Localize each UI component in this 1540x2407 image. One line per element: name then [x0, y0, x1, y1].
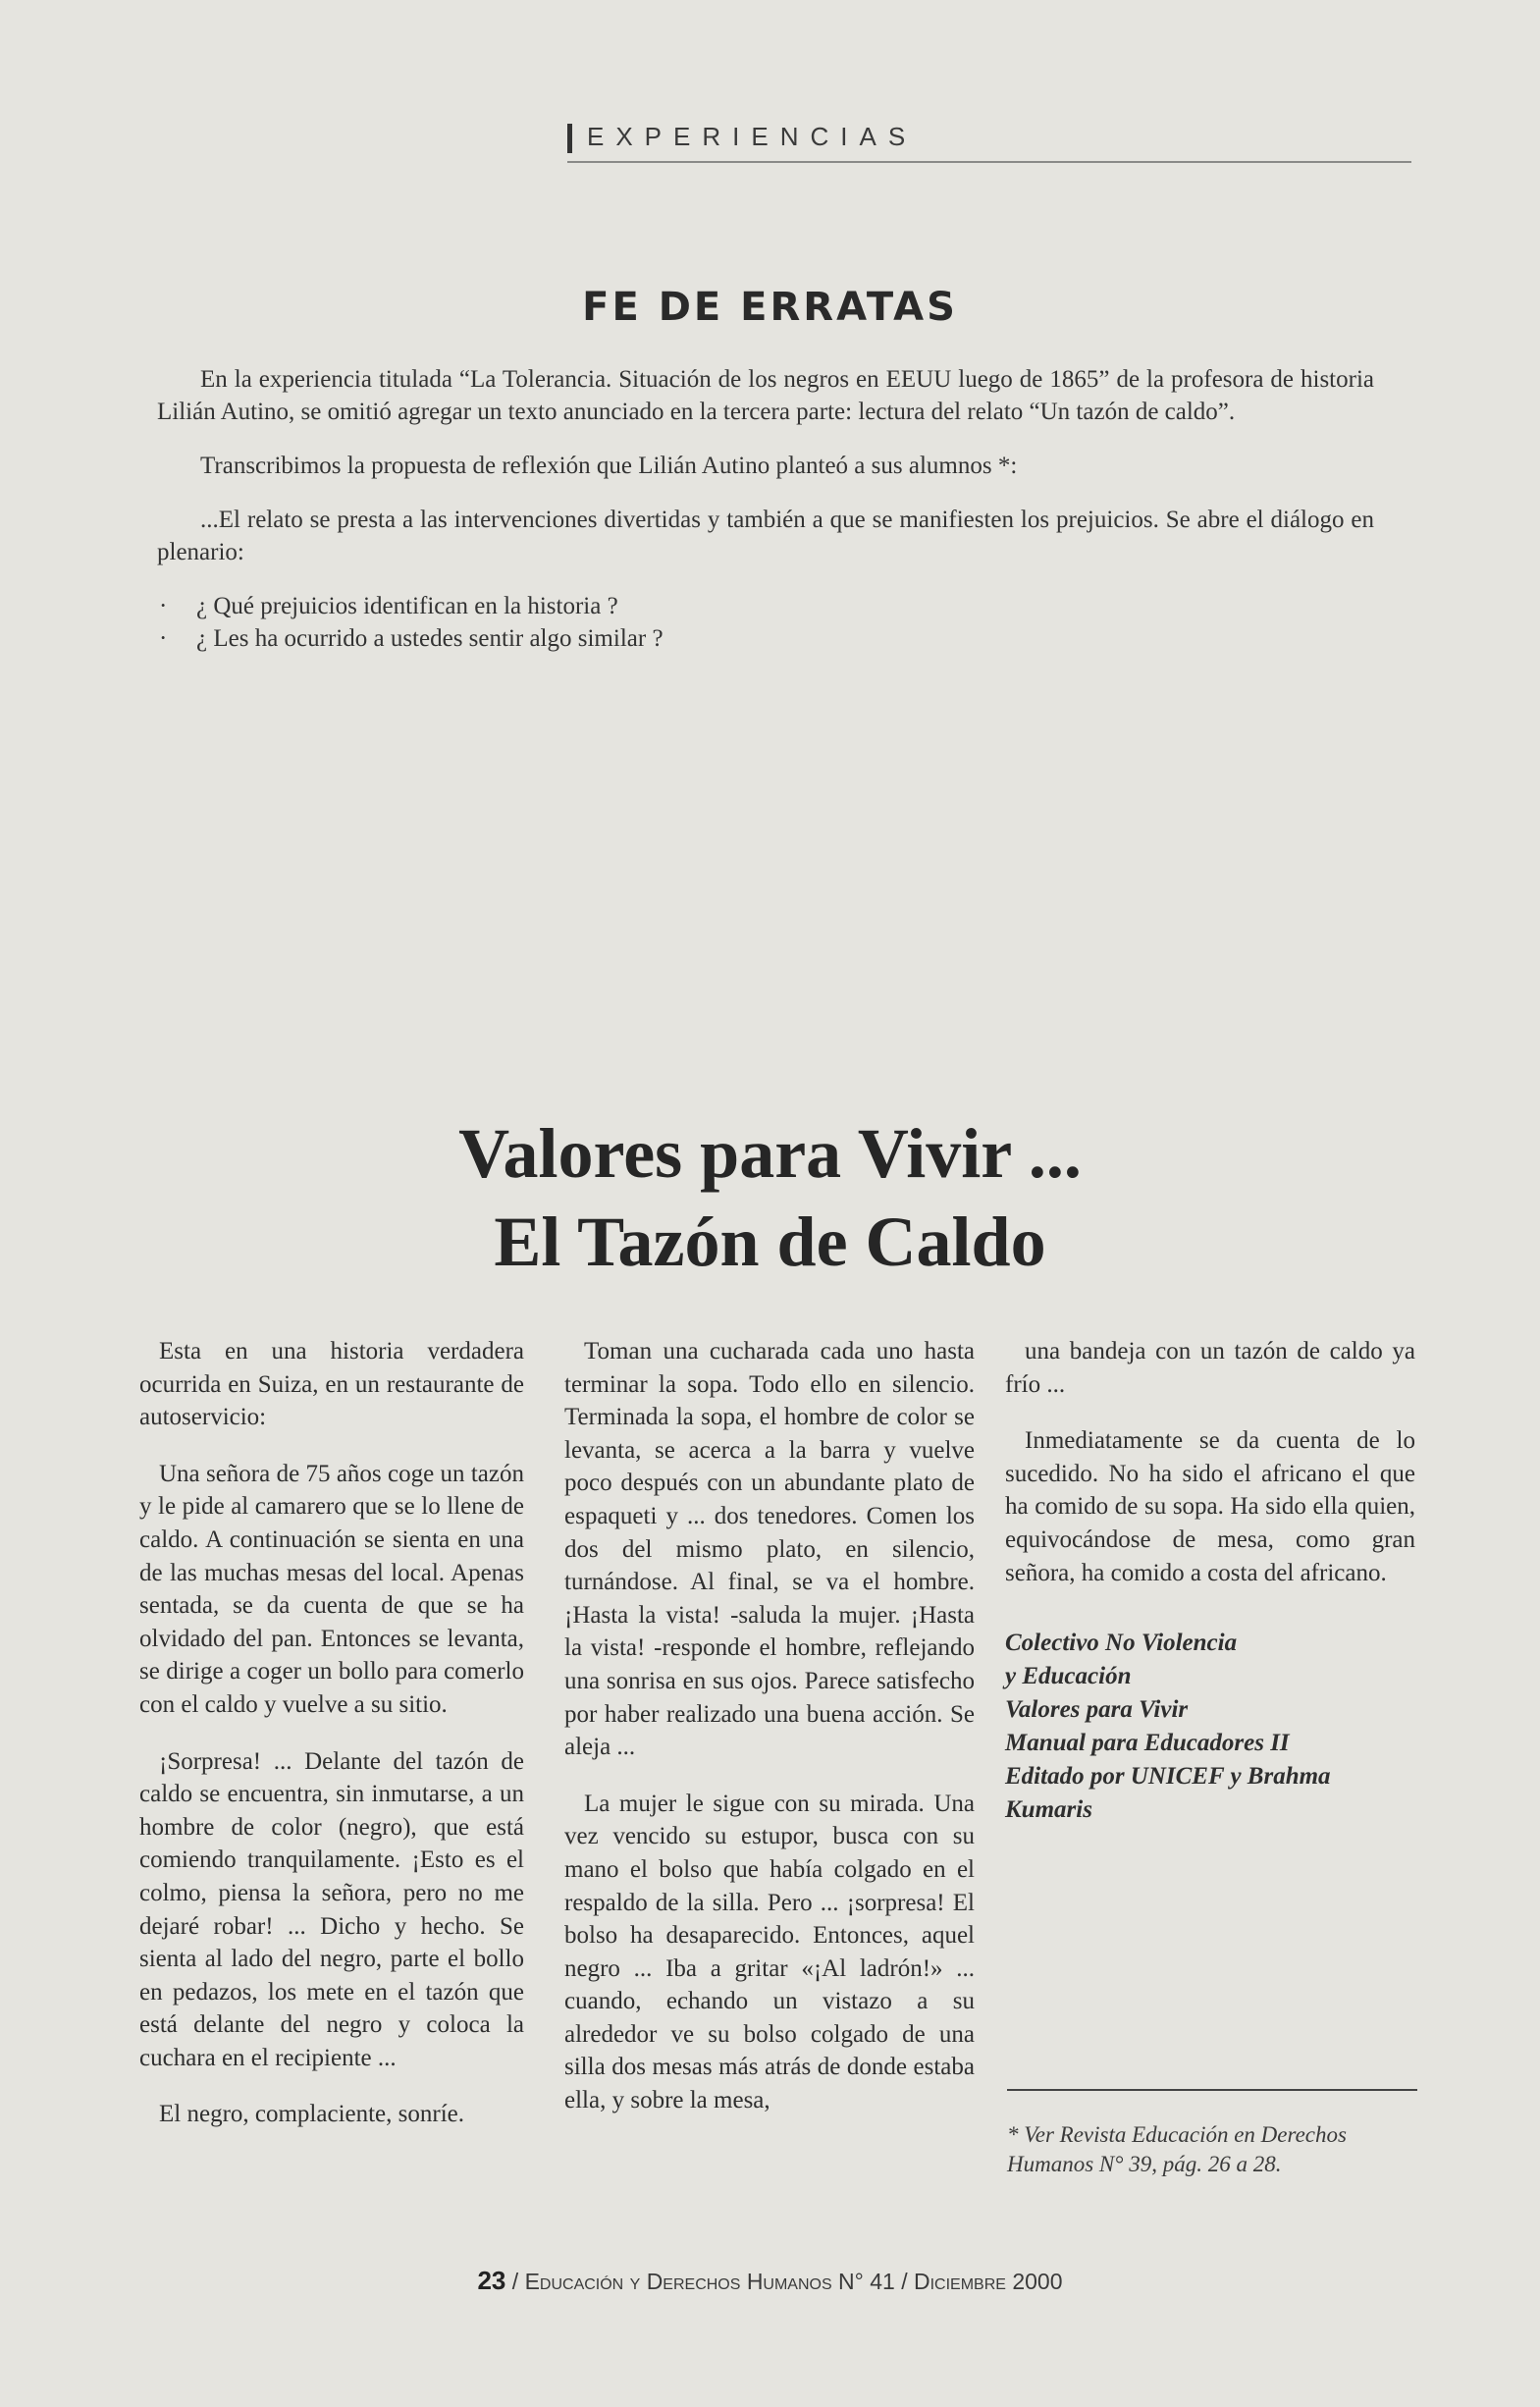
article-paragraph: Esta en una historia verdadera ocurrida en Suiza, en un restaurante de autoservicio:: [139, 1338, 524, 1431]
erratas-body: [157, 363, 1374, 655]
article-credits: [1005, 1627, 1415, 1827]
article-column-2: [564, 1335, 975, 2141]
footnote-divider: [1007, 2089, 1417, 2091]
credit-line: y Educación: [1005, 1663, 1132, 1690]
bullet-icon: ·: [159, 625, 168, 652]
erratas-paragraph: Transcribimos la propuesta de reflexión que Lilián Autino planteó a sus alumnos *:: [200, 453, 1018, 479]
article-paragraph: El negro, complaciente, sonríe.: [159, 2101, 464, 2128]
credit-line: Valores para Vivir: [1005, 1696, 1189, 1724]
footer-separator: /: [901, 2269, 908, 2294]
section-header: [567, 116, 1411, 163]
page-number: 23: [477, 2266, 506, 2295]
magazine-name: Educación y Derechos Humanos N° 41: [524, 2269, 895, 2294]
article-paragraph: Toman una cucharada cada uno hasta terminar la sopa. Todo ello en silencio. Terminada la sopa, el hombre de color se levanta, se acerca a la barra y vuelve poco después con un abundante plato de espaqueti y ... dos tenedores. Comen los dos del mismo plato, en silencio, turnándose. Al final, se va el hombre. ¡Hasta la vista! -saluda la mujer. ¡Hasta la vista! -responde el hombre, reflejando una sonrisa en sus ojos. Parece satisfecho por haber realizado una buena acción. Se aleja ...: [564, 1338, 975, 1761]
credit-line: Editado por UNICEF y Brahma: [1005, 1763, 1331, 1791]
credit-line: Manual para Educadores II: [1005, 1730, 1290, 1757]
article-paragraph: ¡Sorpresa! ... Delante del tazón de caldo se encuentra, sin inmutarse, a un hombre de color (negro), que está comiendo tranquilamente. ¡Esto es el colmo, piensa la señora, pero no me dejaré robar! ... Dicho y hecho. Se sienta al lado del negro, parte el bollo en pedazos, los mete en el tazón que está delante del negro y coloca la cuchara en el recipiente ...: [139, 1747, 524, 2071]
issue-date: Diciembre 2000: [914, 2269, 1063, 2294]
erratas-question-list: [157, 590, 1374, 655]
section-label: EXPERIENCIAS: [587, 122, 918, 151]
question-text: ¿ Qué prejuicios identifican en la historia ?: [196, 593, 618, 619]
erratas-question: [159, 590, 1374, 622]
bullet-icon: ·: [159, 593, 168, 619]
article-column-1: [139, 1335, 524, 2155]
article-title: [0, 1109, 1540, 1286]
erratas-paragraph: ...El relato se presta a las intervenciones divertidas y también a que se manifiesten los prejuicios. Se abre el diálogo en plenario:: [157, 507, 1374, 565]
article-paragraph: una bandeja con un tazón de caldo ya frío ...: [1005, 1338, 1415, 1398]
question-text: ¿ Les ha ocurrido a ustedes sentir algo similar ?: [196, 625, 664, 652]
article-title-line: Valores para Vivir ...: [458, 1114, 1082, 1193]
article-paragraph: La mujer le sigue con su mirada. Una vez vencido su estupor, busca con su mano el bolso que había colgado en el respaldo de la silla. Pero ... ¡sorpresa! El bolso ha desaparecido. Entonces, aquel negro ... Iba a gritar «¡Al ladrón!» ... cuando, echando un vistazo a su alrededor ve su bolso colgado de una silla dos mesas más atrás de donde estaba ella, y sobre la mesa,: [564, 1790, 975, 2114]
article-paragraph: Inmediatamente se da cuenta de lo sucedido. No ha sido el africano el que ha comido de su sopa. Ha sido ella quien, equivocándose de mesa, como gran señora, ha comido a costa del africano.: [1005, 1427, 1415, 1586]
footnote: * Ver Revista Educación en Derechos Humanos N° 39, pág. 26 a 28.: [1007, 2122, 1347, 2176]
credit-line: Kumaris: [1005, 1796, 1092, 1824]
page-footer: [0, 2266, 1540, 2296]
section-bar: [567, 124, 572, 153]
article-column-3: [1005, 1335, 1415, 1827]
article-title-line: El Tazón de Caldo: [494, 1203, 1046, 1281]
erratas-question: [159, 622, 1374, 655]
footer-separator: /: [511, 2269, 519, 2294]
erratas-title: FE DE ERRATAS: [582, 285, 958, 330]
article-paragraph: Una señora de 75 años coge un tazón y le pide al camarero que se lo llene de caldo. A continuación se sienta en una de las muchas mesas del local. Apenas sentada, se da cuenta de que se ha olvidado del pan. Entonces se levanta, se dirige a coger un bollo para comerlo con el caldo y vuelve a su sitio.: [139, 1460, 524, 1718]
credit-line: Colectivo No Violencia: [1005, 1630, 1238, 1657]
erratas-paragraph: En la experiencia titulada “La Tolerancia. Situación de los negros en EEUU luego de 1865” de la profesora de historia Lilián Autino, se omitió agregar un texto anunciado en la tercera parte: lectura del relato “Un tazón de caldo”.: [157, 366, 1374, 425]
